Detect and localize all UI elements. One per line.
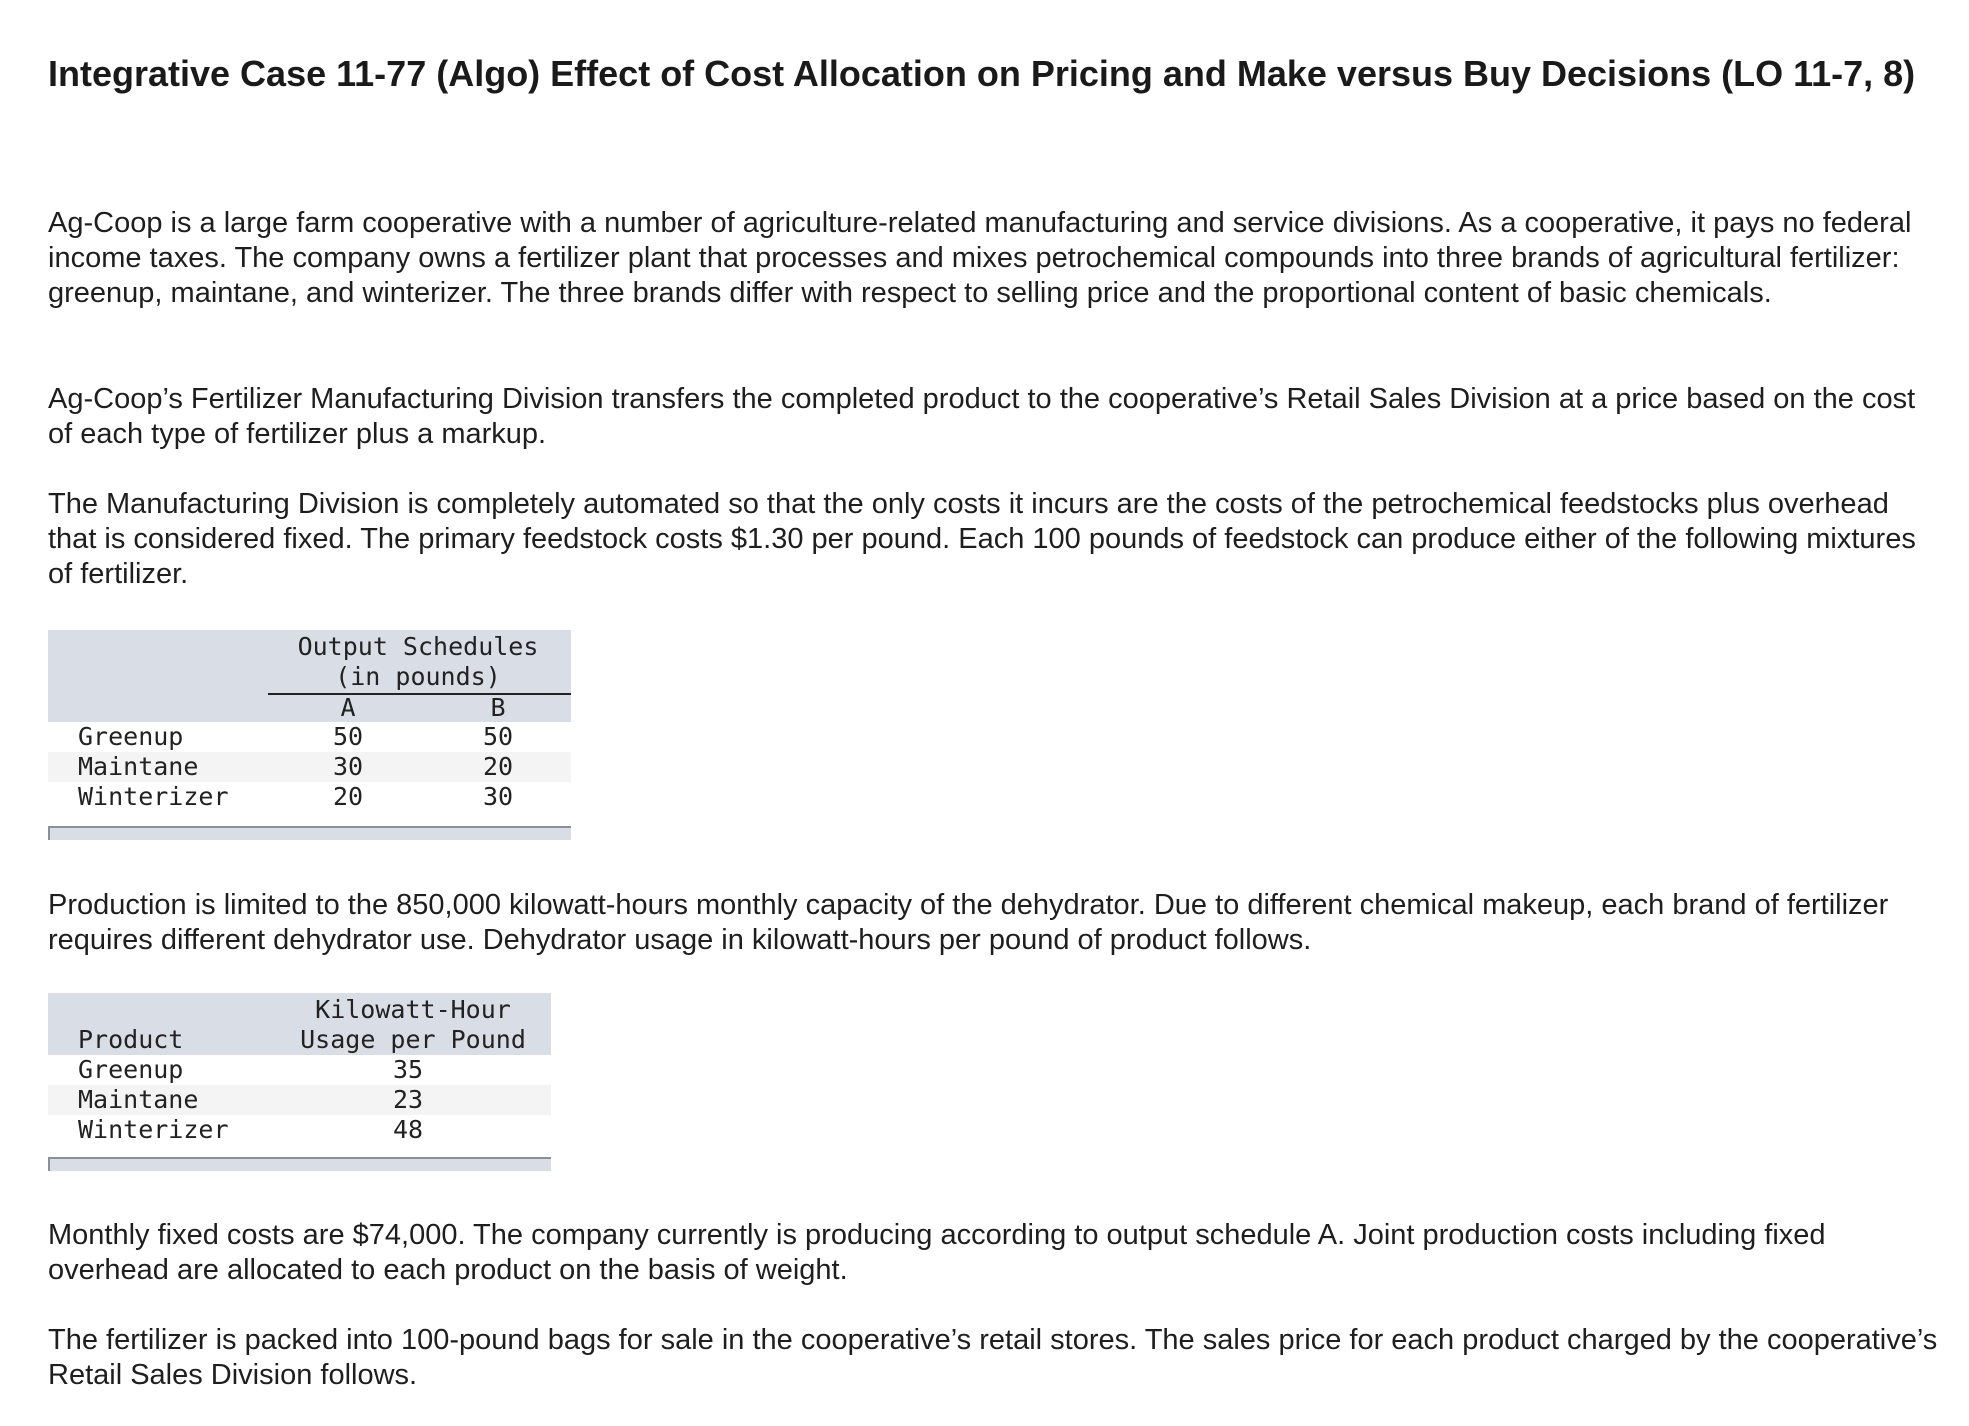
- output-header-line2: (in pounds): [335, 662, 501, 691]
- output-schedules-table: [48, 630, 571, 840]
- row-value-b: 20: [482, 752, 514, 781]
- paragraph-feedstock: The Manufacturing Division is completely automated so that the only costs it incurs are the costs of the petrochemical feedstocks plus overhead that is considered fixed. The primary feedstock costs $1.30 per pound. Each 100 pounds of feedstock can produce either of the following mixtures of fertilizer.: [48, 488, 1916, 590]
- row-value-a: 50: [332, 722, 364, 751]
- kwh-header-line1: Kilowatt-Hour: [315, 995, 511, 1024]
- paragraph-transfer: Ag-Coop’s Fertilizer Manufacturing Division transfers the completed product to the cooperative’s Retail Sales Division at a price based on the cost of each type of fertilizer plus a markup.: [48, 383, 1916, 450]
- table-row: [48, 1085, 551, 1115]
- row-value-b: 30: [482, 782, 514, 811]
- table-row: [48, 782, 571, 812]
- table-footer-bar: [48, 1157, 551, 1171]
- column-b-header: B: [490, 693, 506, 722]
- row-product: Winterizer: [78, 1115, 229, 1144]
- row-value-a: 20: [332, 782, 364, 811]
- table-row: [48, 1055, 551, 1085]
- row-kwh: 23: [392, 1085, 424, 1114]
- kwh-header-line2: Usage per Pound: [300, 1025, 526, 1054]
- row-value-b: 50: [482, 722, 514, 751]
- table-row: [48, 722, 571, 752]
- paragraph-intro: Ag-Coop is a large farm cooperative with a number of agriculture-related manufacturing and service divisions. As a cooperative, it pays no federal income taxes. The company owns a fertilizer plant that processes and mixes petrochemical compounds into three brands of agricultural fertilizer: greenup, maintane, and winterizer. The three brands differ with respect to selling price and the proportional content of basic chemicals.: [48, 207, 1912, 309]
- paragraph-dehydrator: Production is limited to the 850,000 kilowatt-hours monthly capacity of the dehydrator. Due to different chemical makeup, each brand of fertilizer requires different dehydrator use. Dehydrator usage in kilowatt-hours per pound of product follows.: [48, 889, 1889, 956]
- kwh-usage-table: [48, 993, 551, 1173]
- table-footer-bar: [48, 826, 571, 840]
- row-product: Greenup: [78, 1055, 184, 1084]
- row-product: Maintane: [78, 752, 199, 781]
- problem-title: Integrative Case 11-77 (Algo) Effect of Cost Allocation on Pricing and Make versus Buy Decisions (LO 11-7, 8): [48, 53, 1916, 94]
- row-value-a: 30: [332, 752, 364, 781]
- product-column-header: Product: [78, 1025, 184, 1054]
- column-a-header: A: [340, 693, 356, 722]
- row-kwh: 48: [392, 1115, 424, 1144]
- table-row: [48, 1115, 551, 1145]
- row-product: Winterizer: [78, 782, 229, 811]
- row-product: Maintane: [78, 1085, 199, 1114]
- paragraph-fixed-costs: Monthly fixed costs are $74,000. The company currently is producing according to output schedule A. Joint production costs including fixed overhead are allocated to each product on the basis of weight.: [48, 1219, 1826, 1286]
- row-kwh: 35: [392, 1055, 424, 1084]
- row-product: Greenup: [78, 722, 184, 751]
- output-header-line1: Output Schedules: [297, 632, 539, 661]
- table-row: [48, 752, 571, 782]
- paragraph-sales-price: The fertilizer is packed into 100-pound bags for sale in the cooperative’s retail stores. The sales price for each product charged by the cooperative’s Retail Sales Division follows.: [48, 1324, 1938, 1391]
